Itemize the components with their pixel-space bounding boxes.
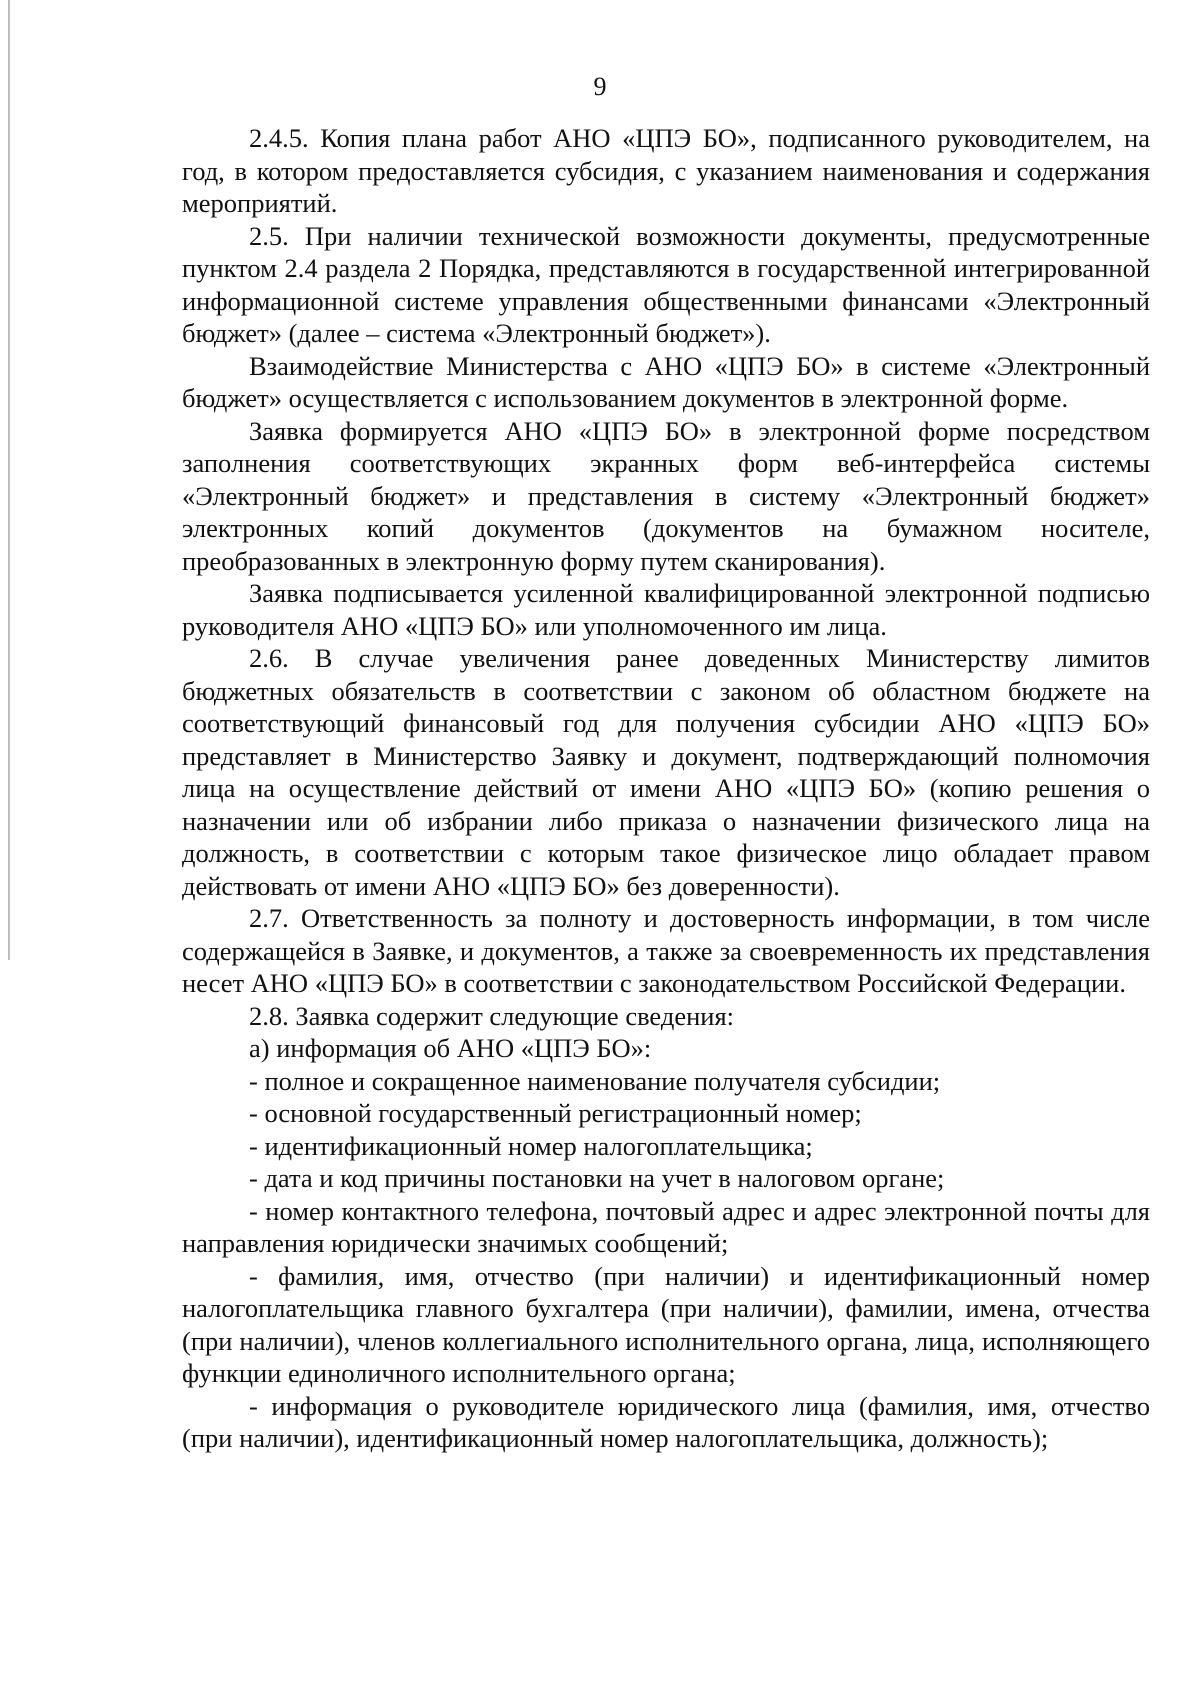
list-item-inn: - идентификационный номер налогоплательщика; [249, 1130, 813, 1161]
page-number: 9 [593, 72, 607, 101]
paragraph-2-4-5: 2.4.5. Копия плана работ АНО «ЦПЭ БО», подписанного руководителем, на год, в котором предоставляется субсидия, с указанием наименования и содержания мероприятий. [182, 123, 1150, 218]
paragraph-item-a: а) информация об АНО «ЦПЭ БО»: [249, 1033, 652, 1063]
list-item-contacts: - номер контактного телефона, почтовый адрес и адрес электронной почты для направления юридически значимых сообщений; [182, 1195, 1150, 1258]
paragraph-application-signing: Заявка подписывается усиленной квалифицированной электронной подписью руководителя АНО «ЦПЭ БО» или уполномоченного им лица. [182, 578, 1150, 641]
paragraph-2-7: 2.7. Ответственность за полноту и достоверность информации, в том числе содержащейся в Заявке, и документов, а также за своевременность их представления несет АНО «ЦПЭ БО» в соответствии с законодательством Российской Федерации. [182, 903, 1150, 998]
list-item-head: - информация о руководителе юридического лица (фамилия, имя, отчество (при наличии), идентификационный номер налогоплательщика, должность); [182, 1390, 1150, 1453]
list-item-ogrn: - основной государственный регистрационный номер; [249, 1098, 862, 1128]
scan-edge-line [8, 0, 10, 960]
paragraph-2-6: 2.6. В случае увеличения ранее доведенных Министерству лимитов бюджетных обязательств в соответствии с законом об областном бюджете на соответствующий финансовый год для получения субсидии АНО «ЦПЭ БО» представляет в Министерство Заявку и документ, подтверждающий полномочия лица на осуществление действий от имени АНО «ЦПЭ БО» (копию решения о назначении или об избрании либо приказа о назначении физического лица на должность, в соответствии с которым такое физическое лицо обладает правом действовать от имени АНО «ЦПЭ БО» без доверенности). [182, 643, 1150, 901]
list-item-name: - полное и сокращенное наименование получателя субсидии; [249, 1065, 941, 1096]
paragraph-interaction: Взаимодействие Министерства с АНО «ЦПЭ БО» в системе «Электронный бюджет» осуществляется с использованием документов в электронной форме. [182, 350, 1150, 413]
document-body [182, 122, 1150, 1455]
paragraph-application-forming: Заявка формируется АНО «ЦПЭ БО» в электронной форме посредством заполнения соответствующих экранных форм веб-интерфейса системы «Электронный бюджет» и представления в систему «Электронный бюджет» электронных копий документов (документов на бумажном носителе, преобразованных в электронную форму путем сканирования). [182, 415, 1150, 576]
list-item-registration: - дата и код причины постановки на учет в налоговом органе; [249, 1163, 945, 1193]
list-item-accountant: - фамилия, имя, отчество (при наличии) и идентификационный номер налогоплательщика главного бухгалтера (при наличии), фамилии, имена, отчества (при наличии), членов коллегиального исполнительного органа, лица, исполняющего функции единоличного исполнительного органа; [182, 1260, 1150, 1388]
paragraph-2-5: 2.5. При наличии технической возможности документы, предусмотренные пунктом 2.4 раздела 2 Порядка, представляются в государственной интегрированной информационной системе управления общественными финансами «Электронный бюджет» (далее – система «Электронный бюджет»). [182, 220, 1150, 348]
paragraph-2-8: 2.8. Заявка содержит следующие сведения: [249, 1000, 735, 1031]
